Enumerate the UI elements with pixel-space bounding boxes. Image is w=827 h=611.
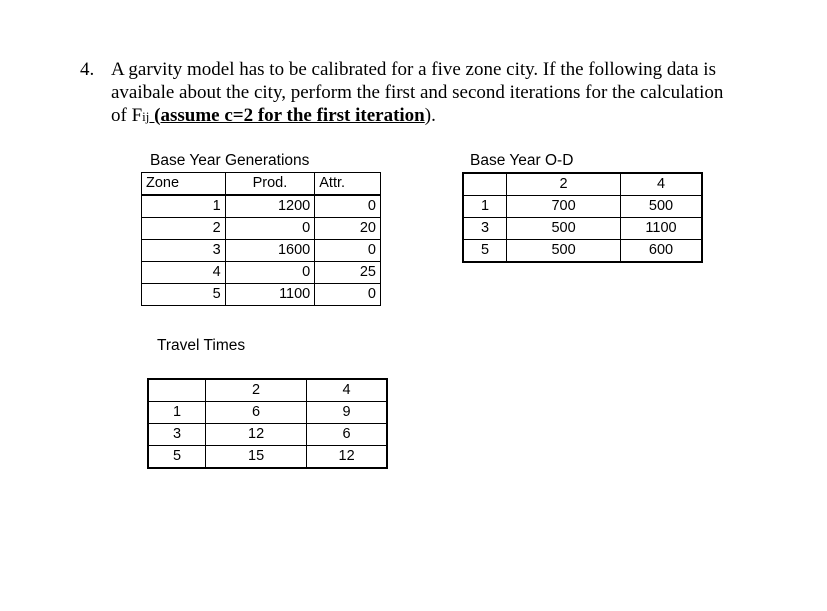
table-row: [148, 402, 387, 424]
table-row: [142, 284, 381, 306]
table-row: [463, 240, 702, 263]
generations-caption: Base Year Generations: [150, 152, 310, 169]
table-cell: 500: [507, 218, 621, 240]
question-line-3: [111, 104, 436, 128]
header-zone: Zone: [142, 173, 226, 196]
table-cell: 1100: [621, 218, 702, 240]
table-cell: 2: [142, 218, 226, 240]
table-header-row: [142, 173, 381, 196]
table-row: [142, 218, 381, 240]
table-cell: 1100: [225, 284, 315, 306]
table-cell: 3: [142, 240, 226, 262]
header-zone-2: 2: [206, 379, 307, 402]
table-cell: 6: [206, 402, 307, 424]
table-header-row: [148, 379, 387, 402]
table-cell: 600: [621, 240, 702, 263]
table-cell: 1200: [225, 195, 315, 218]
table-cell: 25: [315, 262, 381, 284]
table-cell: 3: [148, 424, 206, 446]
table-cell: 1600: [225, 240, 315, 262]
table-cell: 1: [142, 195, 226, 218]
table-cell: 0: [225, 262, 315, 284]
table-cell: 9: [307, 402, 387, 424]
header-zone-4: 4: [307, 379, 387, 402]
question-open-paren: (: [149, 105, 161, 126]
question-line-1: A garvity model has to be calibrated for a five zone city. If the following data is: [111, 59, 716, 80]
table-cell: 5: [142, 284, 226, 306]
table-cell: 20: [315, 218, 381, 240]
question-number: 4.: [80, 59, 95, 80]
table-cell: 5: [463, 240, 507, 263]
header-zone-4: 4: [621, 173, 702, 196]
table-cell: 5: [148, 446, 206, 469]
header-zone-2: 2: [507, 173, 621, 196]
table-cell: 12: [307, 446, 387, 469]
question-line-3-start: of F: [111, 105, 143, 126]
table-cell: 3: [463, 218, 507, 240]
table-cell: 500: [507, 240, 621, 263]
table-cell: 700: [507, 196, 621, 218]
table-row: [463, 218, 702, 240]
table-cell: 0: [315, 240, 381, 262]
subscript-ij: ij: [142, 109, 150, 124]
travel-caption: Travel Times: [157, 337, 246, 354]
table-row: [463, 196, 702, 218]
table-cell: 1: [148, 402, 206, 424]
od-caption: Base Year O-D: [470, 152, 574, 169]
table-cell: [148, 379, 206, 402]
table-row: [142, 262, 381, 284]
table-cell: 0: [225, 218, 315, 240]
table-row: [142, 240, 381, 262]
table-cell: 4: [142, 262, 226, 284]
table-cell: 0: [315, 195, 381, 218]
table-cell: 6: [307, 424, 387, 446]
header-prod: Prod.: [225, 173, 315, 196]
travel-times-table: [147, 378, 388, 469]
od-table: [462, 172, 703, 263]
table-cell: [463, 173, 507, 196]
question-close-paren: ).: [424, 105, 436, 126]
header-attr: Attr.: [315, 173, 381, 196]
table-header-row: [463, 173, 702, 196]
table-cell: 15: [206, 446, 307, 469]
table-row: [148, 424, 387, 446]
table-cell: 0: [315, 284, 381, 306]
table-row: [142, 195, 381, 218]
assumption-text: assume c=2 for the first iteration: [160, 105, 425, 126]
table-cell: 500: [621, 196, 702, 218]
table-cell: 12: [206, 424, 307, 446]
table-row: [148, 446, 387, 469]
table-cell: 1: [463, 196, 507, 218]
generations-table: [141, 172, 381, 306]
question-line-2: avaibale about the city, perform the first and second iterations for the calculation: [111, 82, 724, 103]
